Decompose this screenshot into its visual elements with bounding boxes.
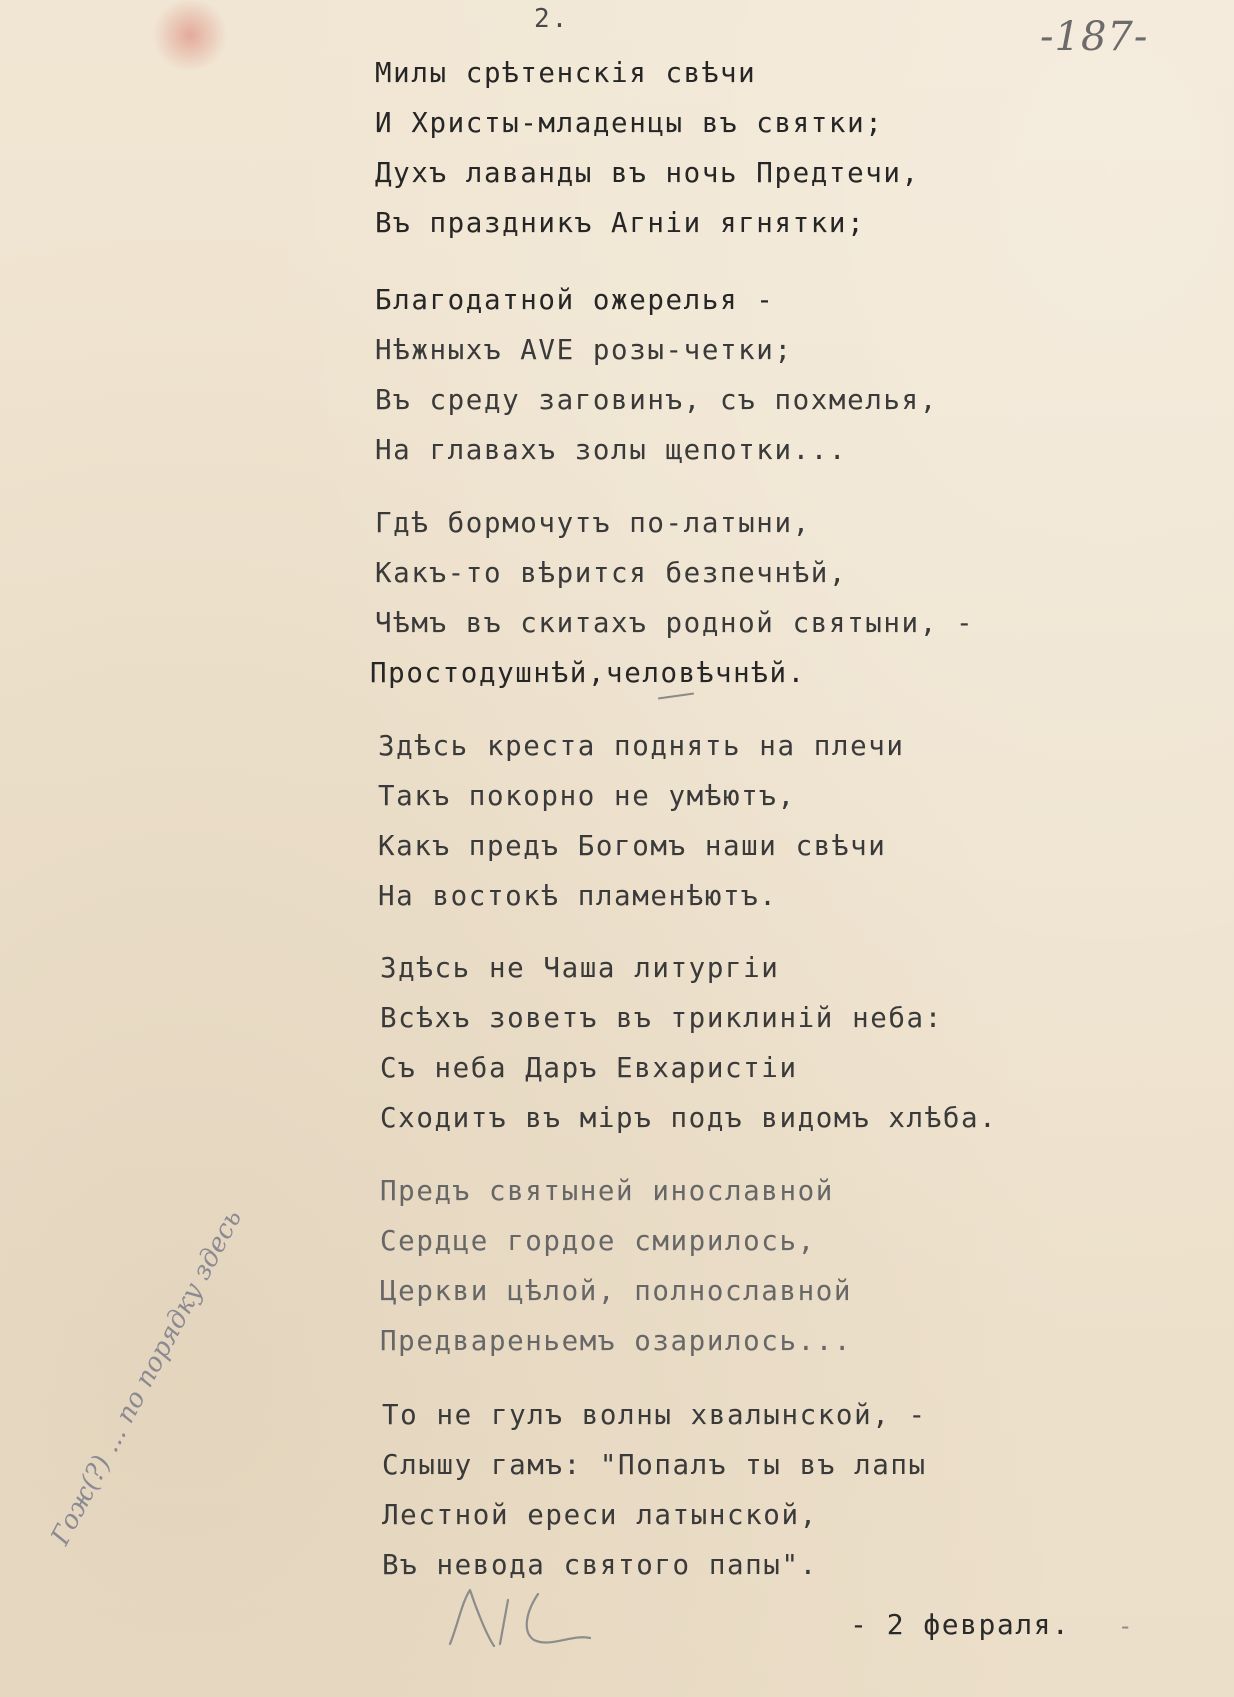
poem-line: Церкви цѣлой, полнославной: [380, 1275, 853, 1307]
ink-mark: [658, 693, 694, 700]
poem-line: Здѣсь не Чаша литургіи: [380, 952, 780, 984]
page-number: 2.: [534, 4, 570, 34]
poem-line: Лестной ереси латынской,: [382, 1499, 818, 1531]
poem-line: Предъ святыней инославной: [380, 1175, 834, 1207]
poem-line: Въ невода святого папы".: [382, 1549, 818, 1581]
poem-line: И Христы-младенцы въ святки;: [375, 107, 884, 139]
poem-line: Сходитъ въ міръ подъ видомъ хлѣба.: [380, 1102, 998, 1134]
poem-line: Простодушнѣй,человѣчнѣй.: [370, 657, 806, 689]
poem-line: Здѣсь креста поднять на плечи: [378, 730, 905, 762]
margin-note: Гож(?) ... по порядку здесь: [45, 1204, 249, 1550]
poem-line: Нѣжныхъ AVE розы-четки;: [375, 334, 793, 366]
poem-line: Предвареньемъ озарилось...: [380, 1325, 853, 1357]
archive-number: -187-: [1040, 14, 1149, 60]
poem-line: Съ неба Даръ Евхаристіи: [380, 1052, 798, 1084]
poem-line: Чѣмъ въ скитахъ родной святыни, -: [375, 607, 975, 639]
poem-line: Благодатной ожерелья -: [375, 284, 775, 316]
poem-line: Въ праздникъ Агніи ягнятки;: [375, 207, 866, 239]
poem-line: Милы срѣтенскія свѣчи: [375, 57, 757, 89]
poem-line: Въ среду заговинъ, съ похмелья,: [375, 384, 938, 416]
poem-line: На главахъ золы щепотки...: [375, 434, 848, 466]
poem-line: Гдѣ бормочутъ по-латыни,: [375, 507, 811, 539]
poem-line: Духъ лаванды въ ночь Предтечи,: [375, 157, 920, 189]
poem-line: Всѣхъ зоветъ въ триклиній неба:: [380, 1002, 943, 1034]
date: - 2 февраля.: [850, 1608, 1071, 1641]
poem-line: На востокѣ пламенѣютъ.: [378, 880, 778, 912]
poem-line: Сердце гордое смирилось,: [380, 1225, 816, 1257]
poem-line: Такъ покорно не умѣютъ,: [378, 780, 796, 812]
poem-line: Какъ предъ Богомъ наши свѣчи: [378, 830, 887, 862]
poem-line: То не гулъ волны хвалынской, -: [382, 1399, 927, 1431]
poem-line: Слышу гамъ: "Попалъ ты въ лапы: [382, 1449, 927, 1481]
signature: [440, 1582, 630, 1652]
date-trailing-dash: -: [1118, 1612, 1133, 1640]
poem-line: Какъ-то вѣрится безпечнѣй,: [375, 557, 848, 589]
